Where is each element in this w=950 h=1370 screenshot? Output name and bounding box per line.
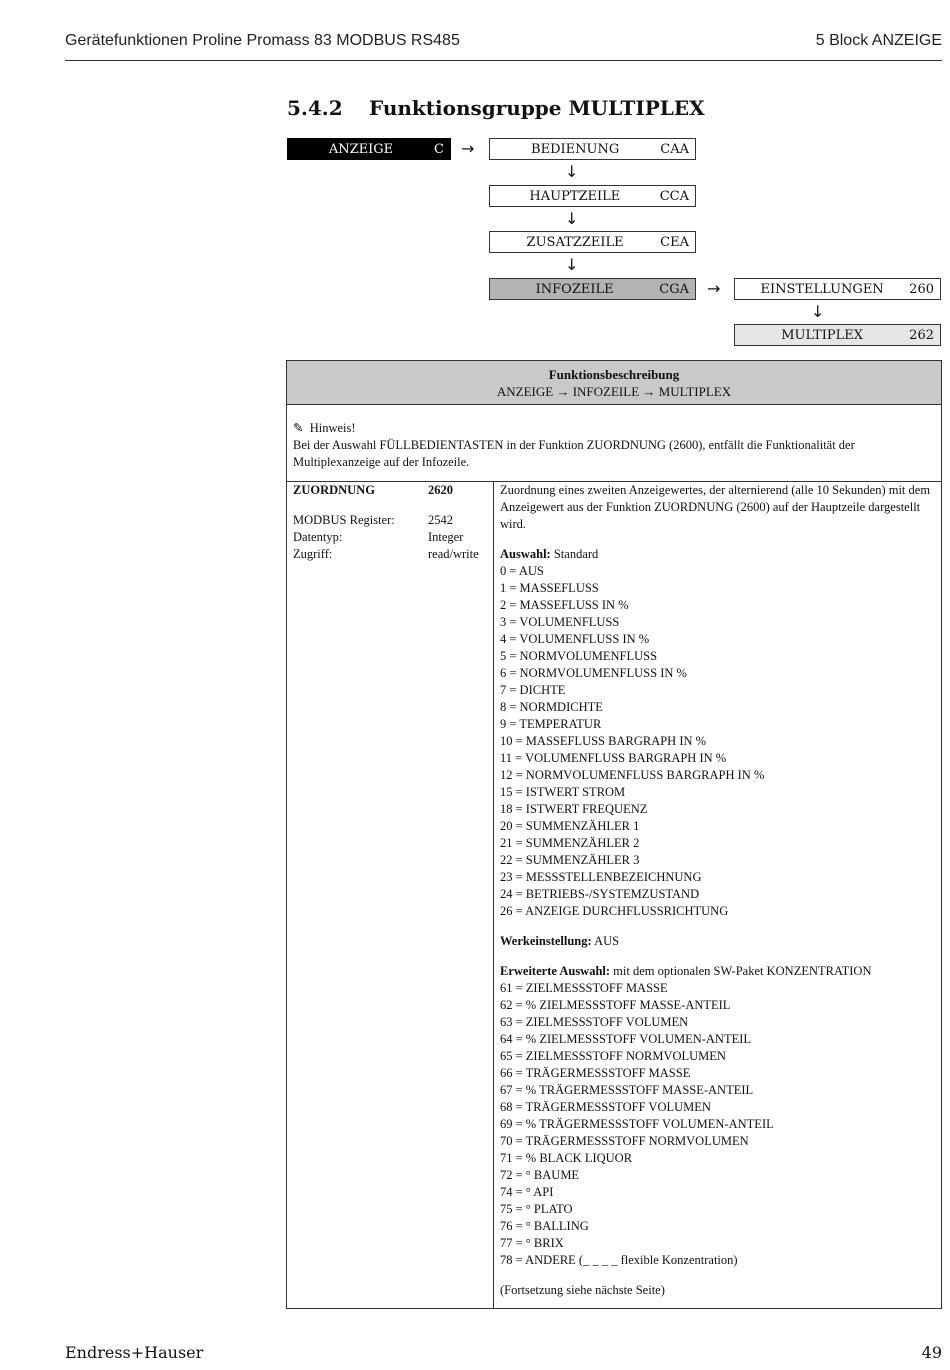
list-item: 72 = ° BAUME bbox=[500, 1168, 580, 1182]
function-meta bbox=[293, 482, 489, 563]
list-item: 8 = NORMDICHTE bbox=[500, 700, 603, 714]
list-item: 62 = % ZIELMESSSTOFF MASSE-ANTEIL bbox=[500, 998, 731, 1012]
column-divider bbox=[493, 481, 494, 1308]
erw-value: mit dem optionalen SW-Paket KONZENTRATION bbox=[613, 964, 872, 978]
list-item: 76 = ° BALLING bbox=[500, 1219, 589, 1233]
list-item: 70 = TRÄGERMESSSTOFF NORMVOLUMEN bbox=[500, 1134, 749, 1148]
list-item: 66 = TRÄGERMESSSTOFF MASSE bbox=[500, 1066, 691, 1080]
note-block bbox=[293, 419, 935, 471]
menu-box-code: 260 bbox=[909, 281, 934, 297]
menu-box-code: CAA bbox=[660, 141, 689, 157]
werk-label: Werkeinstellung: bbox=[500, 934, 592, 948]
section-heading bbox=[287, 96, 705, 120]
table-header-title: Funktionsbeschreibung bbox=[548, 367, 680, 382]
datatype-value: Integer bbox=[428, 530, 464, 544]
menu-box-bedienung bbox=[489, 138, 696, 160]
function-name: ZUORDNUNG bbox=[293, 483, 375, 497]
list-item: 5 = NORMVOLUMENFLUSS bbox=[500, 649, 658, 663]
menu-box-code: CEA bbox=[660, 234, 689, 250]
list-item: 69 = % TRÄGERMESSSTOFF VOLUMEN-ANTEIL bbox=[500, 1117, 774, 1131]
list-item: 9 = TEMPERATUR bbox=[500, 717, 602, 731]
header-chapter: 5 Block ANZEIGE bbox=[815, 32, 942, 49]
menu-box-label: INFOZEILE bbox=[535, 281, 614, 297]
continuation-note: (Fortsetzung siehe nächste Seite) bbox=[500, 1283, 665, 1297]
arrow-right-icon: → bbox=[461, 139, 475, 158]
list-item: 2 = MASSEFLUSS IN % bbox=[500, 598, 629, 612]
menu-box-multiplex bbox=[734, 324, 941, 346]
arrow-down-icon: ↓ bbox=[811, 302, 825, 321]
menu-box-label: ZUSATZZEILE bbox=[526, 234, 624, 250]
list-item: 10 = MASSEFLUSS BARGRAPH IN % bbox=[500, 734, 707, 748]
list-item: 61 = ZIELMESSSTOFF MASSE bbox=[500, 981, 668, 995]
menu-box-einstellungen bbox=[734, 278, 941, 300]
list-item: 11 = VOLUMENFLUSS BARGRAPH IN % bbox=[500, 751, 727, 765]
list-item: 74 = ° API bbox=[500, 1185, 554, 1199]
list-item: 75 = ° PLATO bbox=[500, 1202, 573, 1216]
list-item: 3 = VOLUMENFLUSS bbox=[500, 615, 620, 629]
note-title: Hinweis! bbox=[309, 421, 356, 435]
list-item: 15 = ISTWERT STROM bbox=[500, 785, 626, 799]
function-description bbox=[500, 482, 937, 1299]
menu-box-label: HAUPTZEILE bbox=[529, 188, 621, 204]
pencil-icon: ✎ bbox=[293, 420, 304, 435]
header-rule bbox=[65, 60, 942, 61]
access-value: read/write bbox=[428, 547, 479, 561]
list-item: 77 = ° BRIX bbox=[500, 1236, 564, 1250]
list-item: 23 = MESSSTELLENBEZEICHNUNG bbox=[500, 870, 702, 884]
arrow-right-icon: → bbox=[707, 279, 721, 298]
menu-box-code: C bbox=[434, 141, 444, 157]
note-text: Bei der Auswahl FÜLLBEDIENTASTEN in der Funktion ZUORDNUNG (2600), entfällt die Funktionalität der Multiplexanzeige auf der Infozeile. bbox=[293, 438, 855, 469]
page-number: 49 bbox=[921, 1343, 942, 1362]
modbus-value: 2542 bbox=[428, 513, 453, 527]
header-title: Gerätefunktionen Proline Promass 83 MODBUS RS485 bbox=[65, 32, 460, 49]
menu-box-zusatzzeile bbox=[489, 231, 696, 253]
list-item: 24 = BETRIEBS-/SYSTEMZUSTAND bbox=[500, 887, 700, 901]
list-item: 7 = DICHTE bbox=[500, 683, 566, 697]
menu-box-hauptzeile bbox=[489, 185, 696, 207]
auswahl-label: Auswahl: bbox=[500, 547, 551, 561]
menu-box-label: ANZEIGE bbox=[328, 141, 394, 157]
menu-box-infozeile bbox=[489, 278, 696, 300]
list-item: 26 = ANZEIGE DURCHFLUSSRICHTUNG bbox=[500, 904, 729, 918]
menu-box-code: CCA bbox=[659, 188, 689, 204]
footer-brand: Endress+Hauser bbox=[65, 1343, 204, 1362]
menu-box-anzeige bbox=[287, 138, 451, 160]
list-item: 20 = SUMMENZÄHLER 1 bbox=[500, 819, 640, 833]
section-title: Funktionsgruppe MULTIPLEX bbox=[369, 96, 705, 120]
list-item: 1 = MASSEFLUSS bbox=[500, 581, 599, 595]
list-item: 64 = % ZIELMESSSTOFF VOLUMEN-ANTEIL bbox=[500, 1032, 752, 1046]
list-item: 67 = % TRÄGERMESSSTOFF MASSE-ANTEIL bbox=[500, 1083, 754, 1097]
arrow-down-icon: ↓ bbox=[565, 162, 579, 181]
table-header-path: ANZEIGE → INFOZEILE → MULTIPLEX bbox=[496, 384, 732, 399]
list-item: 4 = VOLUMENFLUSS IN % bbox=[500, 632, 650, 646]
list-item: 21 = SUMMENZÄHLER 2 bbox=[500, 836, 640, 850]
arrow-down-icon: ↓ bbox=[565, 209, 579, 228]
menu-box-label: MULTIPLEX bbox=[781, 327, 863, 343]
auswahl-value: Standard bbox=[553, 547, 599, 561]
werk-value: AUS bbox=[594, 934, 620, 948]
erw-label: Erweiterte Auswahl: bbox=[500, 964, 611, 978]
menu-box-label: BEDIENUNG bbox=[531, 141, 620, 157]
options-list bbox=[500, 563, 937, 920]
menu-box-label: EINSTELLUNGEN bbox=[760, 281, 884, 297]
list-item: 6 = NORMVOLUMENFLUSS IN % bbox=[500, 666, 687, 680]
list-item: 63 = ZIELMESSSTOFF VOLUMEN bbox=[500, 1015, 689, 1029]
section-number: 5.4.2 bbox=[287, 96, 343, 120]
arrow-down-icon: ↓ bbox=[565, 255, 579, 274]
list-item: 12 = NORMVOLUMENFLUSS BARGRAPH IN % bbox=[500, 768, 765, 782]
modbus-label: MODBUS Register: bbox=[293, 513, 395, 527]
menu-box-code: CGA bbox=[659, 281, 689, 297]
function-table bbox=[286, 360, 942, 1309]
description-text: Zuordnung eines zweiten Anzeigewertes, der alternierend (alle 10 Sekunden) mit dem Anzeigewert aus der Funktion ZUORDNUNG (2600) auf der Hauptzeile dargestellt wird. bbox=[500, 483, 931, 531]
list-item: 68 = TRÄGERMESSSTOFF VOLUMEN bbox=[500, 1100, 711, 1114]
list-item: 0 = AUS bbox=[500, 564, 544, 578]
function-code: 2620 bbox=[428, 483, 453, 497]
list-item: 71 = % BLACK LIQUOR bbox=[500, 1151, 633, 1165]
datatype-label: Datentyp: bbox=[293, 530, 343, 544]
menu-box-code: 262 bbox=[909, 327, 934, 343]
list-item: 22 = SUMMENZÄHLER 3 bbox=[500, 853, 640, 867]
table-header bbox=[287, 361, 941, 405]
list-item: 78 = ANDERE (_ _ _ _ flexible Konzentration) bbox=[500, 1253, 738, 1267]
access-label: Zugriff: bbox=[293, 547, 333, 561]
list-item: 18 = ISTWERT FREQUENZ bbox=[500, 802, 648, 816]
list-item: 65 = ZIELMESSSTOFF NORMVOLUMEN bbox=[500, 1049, 726, 1063]
extended-options-list bbox=[500, 980, 937, 1269]
